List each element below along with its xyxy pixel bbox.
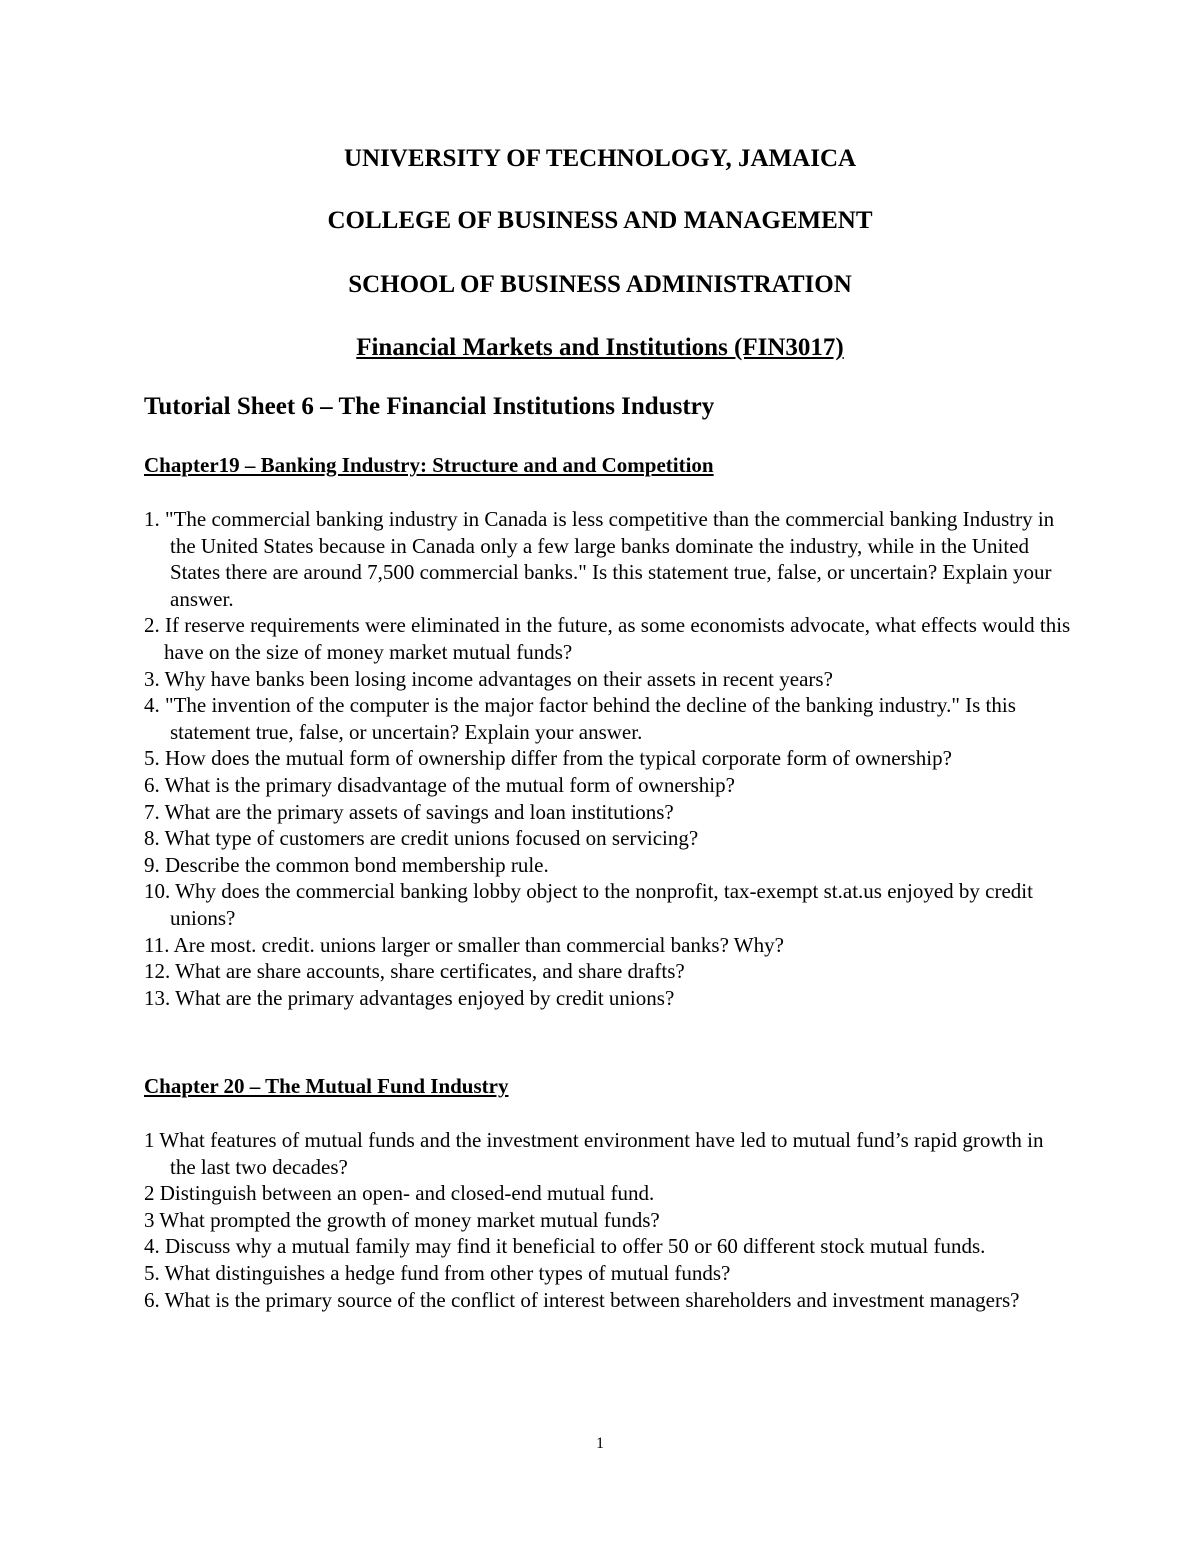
question-item xyxy=(144,932,1074,959)
question-number: 11. xyxy=(144,932,170,957)
school-heading: SCHOOL OF BUSINESS ADMINISTRATION xyxy=(348,271,852,298)
question-number: 5. xyxy=(144,746,160,771)
question-item xyxy=(144,1180,1074,1207)
question-item xyxy=(144,825,1074,852)
question-number: 10. xyxy=(144,879,171,904)
question-text: What are the primary assets of savings and loan institutions? xyxy=(164,799,674,824)
question-text: What are share accounts, share certificates, and share drafts? xyxy=(175,959,685,984)
question-item xyxy=(144,666,1074,693)
question-text: Why does the commercial banking lobby object to the nonprofit, tax-exempt st.at.us enjoyed by credit unions? xyxy=(170,879,1033,930)
question-number: 3. xyxy=(144,666,160,691)
question-number: 6. xyxy=(144,1287,160,1312)
question-text: What are the primary advantages enjoyed by credit unions? xyxy=(175,985,675,1010)
question-item xyxy=(144,772,1074,799)
question-item xyxy=(144,1127,1074,1180)
chapter20-question-list xyxy=(144,1127,1074,1313)
question-text: What is the primary source of the conflict of interest between shareholders and investment managers? xyxy=(164,1287,1020,1312)
question-item xyxy=(144,958,1074,985)
chapter19-question-list xyxy=(144,506,1074,1011)
question-item xyxy=(144,506,1074,612)
question-item xyxy=(144,1287,1074,1314)
question-number: 8. xyxy=(144,826,160,851)
question-number: 6. xyxy=(144,772,160,797)
question-number: 1 xyxy=(144,1128,155,1152)
college-heading: COLLEGE OF BUSINESS AND MANAGEMENT xyxy=(327,207,873,234)
question-text: What prompted the growth of money market mutual funds? xyxy=(159,1207,660,1232)
university-heading: UNIVERSITY OF TECHNOLOGY, JAMAICA xyxy=(343,145,857,172)
question-number: 4. xyxy=(144,1234,160,1259)
question-item xyxy=(144,692,1074,745)
question-number: 7. xyxy=(144,799,160,824)
question-text: "The invention of the computer is the major factor behind the decline of the banking industry." Is this statement true, false, or uncertain? Explain your answer. xyxy=(165,693,1016,744)
question-text: What is the primary disadvantage of the mutual form of ownership? xyxy=(164,772,735,797)
tutorial-sheet-title: Tutorial Sheet 6 – The Financial Institutions Industry xyxy=(144,393,715,420)
question-number: 3 xyxy=(144,1207,155,1232)
question-text: If reserve requirements were eliminated in the future, as some economists advocate, what effects would this have on the size of money market mutual funds? xyxy=(164,613,1071,664)
question-item xyxy=(144,1260,1074,1287)
question-number: 4. xyxy=(144,693,160,718)
page-number: 1 xyxy=(596,1435,604,1452)
question-text: Describe the common bond membership rule. xyxy=(165,852,549,877)
chapter19-heading: Chapter19 – Banking Industry: Structure and and Competition xyxy=(144,453,714,477)
question-text: "The commercial banking industry in Canada is less competitive than the commercial banking Industry in the United States because in Canada only a few large banks dominate the industry, while in the United States there are around 7,500 commercial banks." Is this statement true, false, or uncertain? Explain your answer. xyxy=(165,507,1055,611)
question-item xyxy=(144,1207,1074,1234)
question-number: 13. xyxy=(144,985,171,1010)
question-text: What type of customers are credit unions focused on servicing? xyxy=(164,826,699,851)
question-item xyxy=(144,612,1074,665)
question-item xyxy=(144,799,1074,826)
question-text: How does the mutual form of ownership differ from the typical corporate form of ownership? xyxy=(165,746,952,771)
question-text: What features of mutual funds and the investment environment have led to mutual fund’s rapid growth in the last two decades? xyxy=(159,1128,1044,1179)
question-number: 5. xyxy=(144,1260,160,1285)
question-number: 12. xyxy=(144,959,171,984)
question-item xyxy=(144,878,1074,931)
question-number: 2. xyxy=(144,613,160,638)
question-number: 2 xyxy=(144,1181,155,1206)
question-item xyxy=(144,852,1074,879)
question-number: 1. xyxy=(144,507,160,531)
question-item xyxy=(144,745,1074,772)
question-number: 9. xyxy=(144,852,160,877)
question-text: Distinguish between an open- and closed-end mutual fund. xyxy=(159,1181,655,1206)
question-text: What distinguishes a hedge fund from other types of mutual funds? xyxy=(164,1260,731,1285)
chapter20-heading: Chapter 20 – The Mutual Fund Industry xyxy=(144,1074,509,1098)
question-text: Why have banks been losing income advantages on their assets in recent years? xyxy=(164,666,833,691)
question-text: Are most. credit. unions larger or smaller than commercial banks? Why? xyxy=(173,932,784,957)
question-text: Discuss why a mutual family may find it beneficial to offer 50 or 60 different stock mutual funds. xyxy=(165,1234,986,1259)
question-item xyxy=(144,985,1074,1012)
question-item xyxy=(144,1233,1074,1260)
course-heading: Financial Markets and Institutions (FIN3017) xyxy=(356,334,844,361)
